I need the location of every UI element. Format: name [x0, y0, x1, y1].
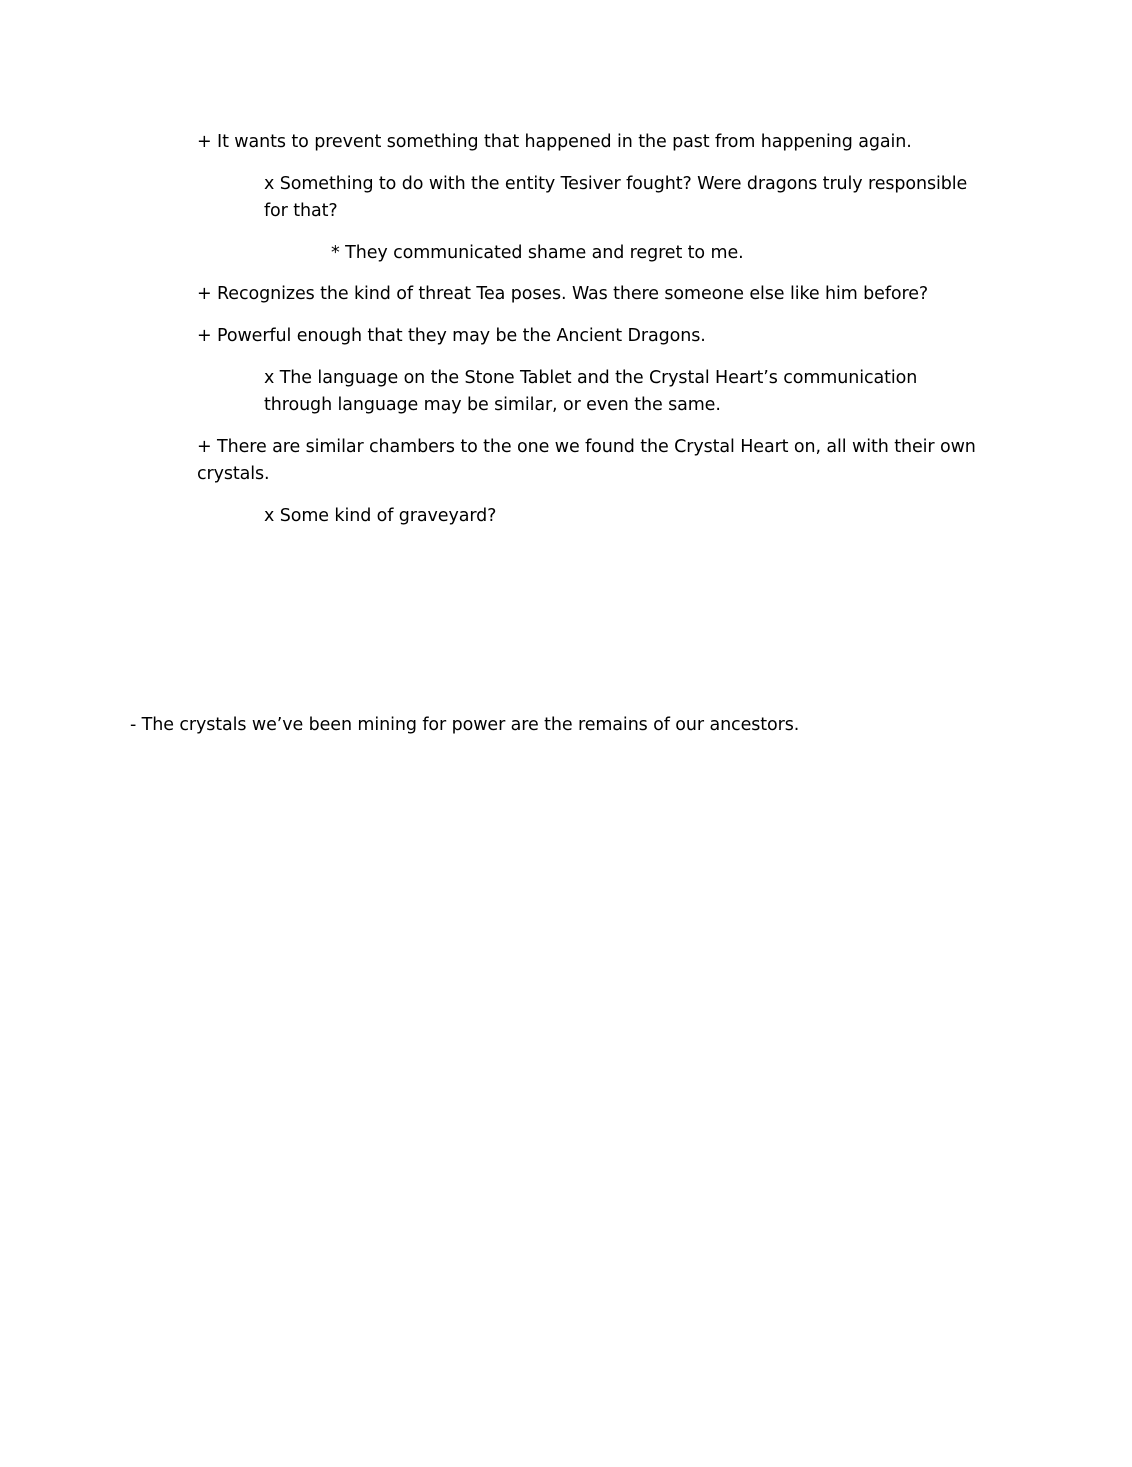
note-subline: x Something to do with the entity Tesiver fought? Were dragons truly responsible for that? — [264, 174, 968, 221]
note-line: + Recognizes the kind of threat Tea poses. Was there someone else like him before? — [197, 284, 929, 304]
note-subsubline: * They communicated shame and regret to me. — [331, 243, 744, 263]
note-subline: x The language on the Stone Tablet and the Crystal Heart’s communication through language may be similar, or even the same. — [264, 368, 918, 415]
note-line: + It wants to prevent something that happened in the past from happening again. — [197, 132, 912, 152]
note-conclusion: - The crystals we’ve been mining for power are the remains of our ancestors. — [130, 715, 800, 735]
note-line: + Powerful enough that they may be the Ancient Dragons. — [197, 326, 706, 346]
note-line: + There are similar chambers to the one we found the Crystal Heart on, all with their own crystals. — [197, 437, 976, 484]
note-subline: x Some kind of graveyard? — [264, 506, 497, 526]
